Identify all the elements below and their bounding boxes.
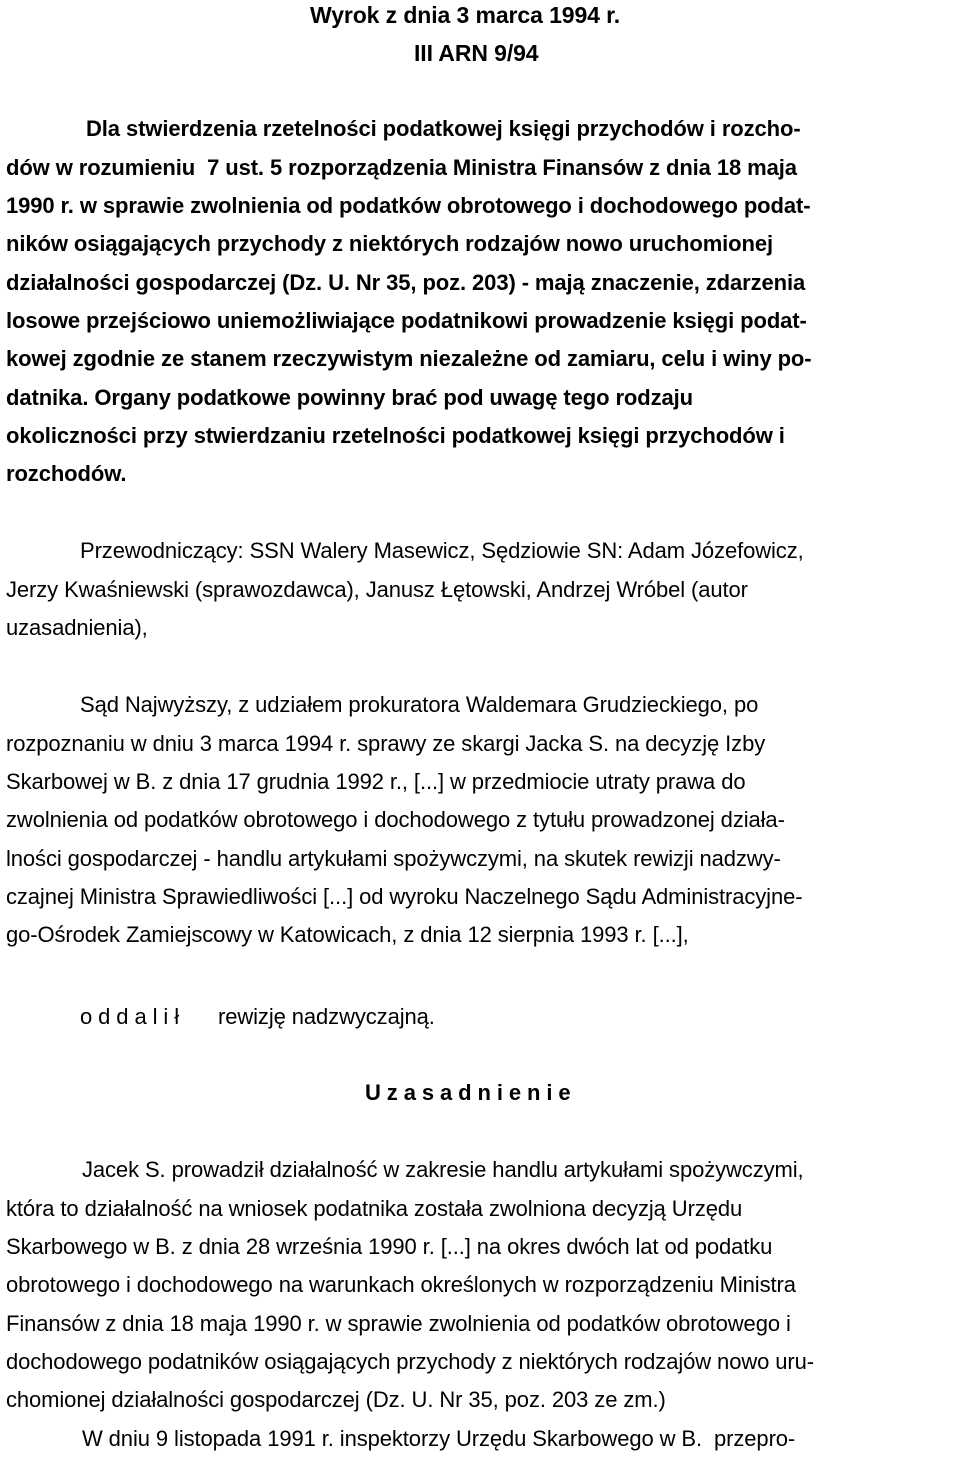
justification-line: Skarbowego w B. z dnia 28 września 1990 r. [...] na okres dwóch lat od podatku (6, 1234, 773, 1259)
justification-heading: U z a s a d n i e n i e (365, 1080, 571, 1105)
document-title: Wyrok z dnia 3 marca 1994 r. (310, 2, 621, 28)
justification-line: W dniu 9 listopada 1991 r. inspektorzy Urzędu Skarbowego w B. przepro- (82, 1426, 796, 1451)
ruling-line: zwolnienia od podatków obrotowego i dochodowego z tytułu prowadzonej działa- (6, 807, 785, 832)
thesis-line: datnika. Organy podatkowe powinny brać pod uwagę tego rodzaju (6, 385, 693, 410)
thesis-line: Dla stwierdzenia rzetelności podatkowej księgi przychodów i rozcho- (86, 116, 801, 141)
thesis-line: rozchodów. (6, 461, 127, 486)
thesis-line: okoliczności przy stwierdzaniu rzetelności podatkowej księgi przychodów i (6, 423, 785, 448)
justification-line: dochodowego podatników osiągających przychody z niektórych rodzajów nowo uru- (6, 1349, 814, 1374)
thesis-line: działalności gospodarczej (Dz. U. Nr 35, poz. 203) - mają znaczenie, zdarzenia (6, 270, 806, 295)
ruling-line: czajnej Ministra Sprawiedliwości [...] od wyroku Naczelnego Sądu Administracyjne- (6, 884, 803, 909)
justification-line: która to działalność na wniosek podatnika została zwolniona decyzją Urzędu (6, 1196, 743, 1221)
panel-line: uzasadnienia), (6, 615, 148, 640)
justification-line: Jacek S. prowadził działalność w zakresie handlu artykułami spożywczymi, (82, 1157, 804, 1182)
thesis-line: dów w rozumieniu 7 ust. 5 rozporządzenia Ministra Finansów z dnia 18 maja (6, 155, 797, 180)
decision-verb: o d d a l i ł (80, 1004, 179, 1029)
thesis-line: 1990 r. w sprawie zwolnienia od podatków obrotowego i dochodowego podat- (6, 193, 811, 218)
thesis-line: ników osiągających przychody z niektórych rodzajów nowo uruchomionej (6, 231, 774, 256)
case-number: III ARN 9/94 (414, 40, 539, 66)
justification-line: chomionej działalności gospodarczej (Dz. U. Nr 35, poz. 203 ze zm.) (6, 1387, 666, 1412)
ruling-line: go-Ośrodek Zamiejscowy w Katowicach, z dnia 12 sierpnia 1993 r. [...], (6, 922, 689, 947)
panel-line: Przewodniczący: SSN Walery Masewicz, Sędziowie SN: Adam Józefowicz, (80, 538, 804, 563)
ruling-line: Sąd Najwyższy, z udziałem prokuratora Waldemara Grudzieckiego, po (80, 692, 759, 717)
justification-line: Finansów z dnia 18 maja 1990 r. w sprawie zwolnienia od podatków obrotowego i (6, 1311, 791, 1336)
decision-object: rewizję nadzwyczajną. (218, 1004, 435, 1029)
thesis-line: kowej zgodnie ze stanem rzeczywistym niezależne od zamiaru, celu i winy po- (6, 346, 812, 371)
justification-line: obrotowego i dochodowego na warunkach określonych w rozporządzeniu Ministra (6, 1272, 796, 1297)
ruling-line: lności gospodarczej - handlu artykułami spożywczymi, na skutek rewizji nadzwy- (6, 846, 781, 871)
ruling-line: rozpoznaniu w dniu 3 marca 1994 r. sprawy ze skargi Jacka S. na decyzję Izby (6, 731, 766, 756)
thesis-line: losowe przejściowo uniemożliwiające podatnikowi prowadzenie księgi podat- (6, 308, 807, 333)
ruling-line: Skarbowej w B. z dnia 17 grudnia 1992 r., [...] w przedmiocie utraty prawa do (6, 769, 746, 794)
panel-line: Jerzy Kwaśniewski (sprawozdawca), Janusz Łętowski, Andrzej Wróbel (autor (6, 577, 748, 602)
